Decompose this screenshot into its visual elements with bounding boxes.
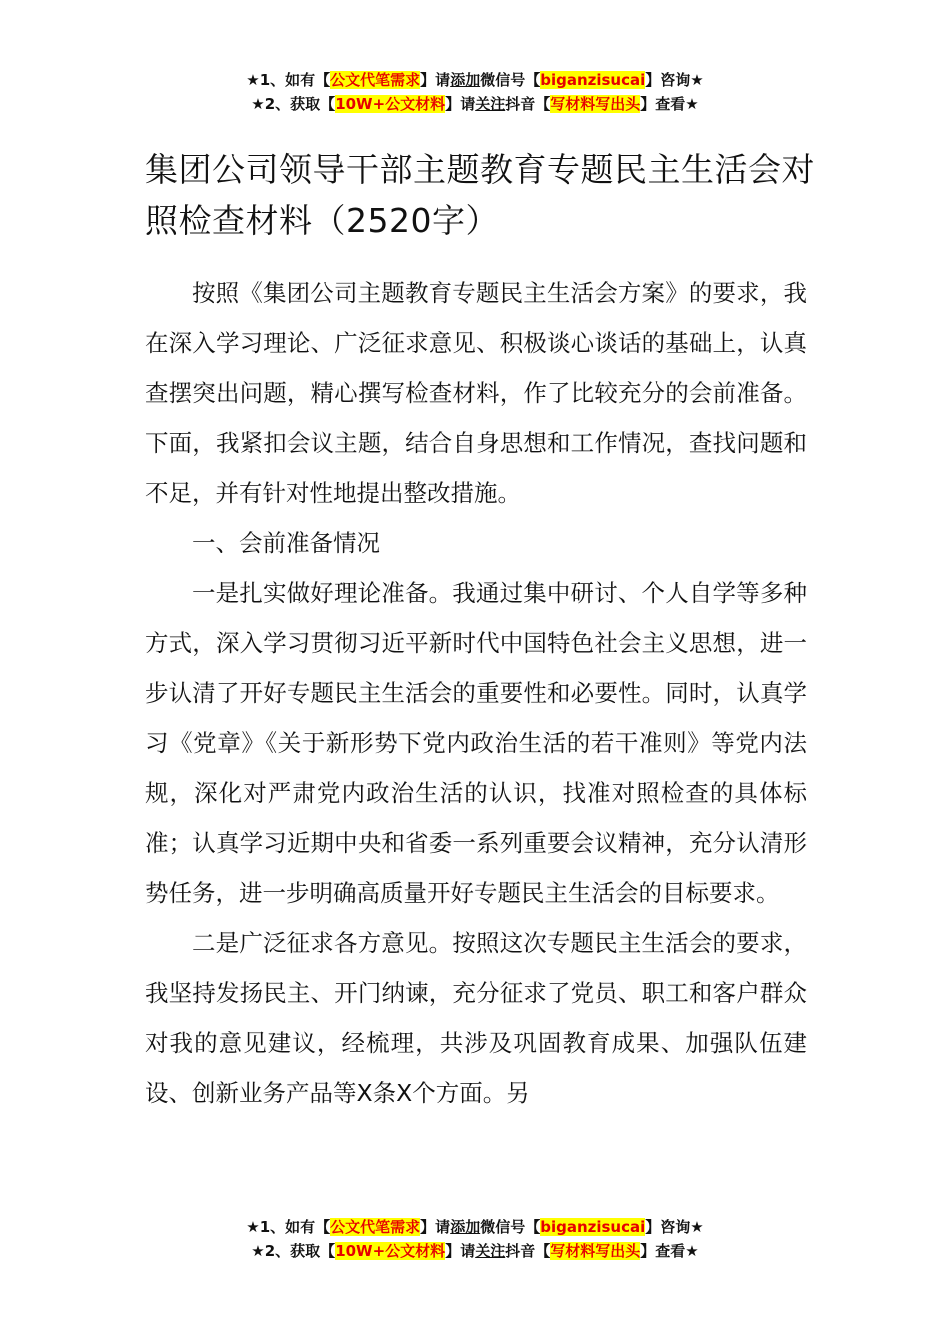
highlight-materials: 10W+公文材料 [335,1242,446,1260]
document-body [145,268,807,1118]
highlight-service: 公文代笔需求 [330,1218,421,1236]
paragraph-opinions: 二是广泛征求各方意见。按照这次专题民主生活会的要求，我坚持发扬民主、开门纳谏，充分征求了党员、职工和客户群众对我的意见建议，经梳理，共涉及巩固教育成果、加强队伍建设、创新业务产品等X条X个方面。另 [145,929,807,1107]
banner-line-1: ★1、如有【公文代笔需求】请添加微信号【biganzisucai】咨询★ [246,1218,704,1236]
banner-line-2: ★2、获取【10W+公文材料】请关注抖音【写材料写出头】查看★ [251,1242,699,1260]
section-heading: 一、会前准备情况 [192,529,380,557]
footer-banner [0,1215,950,1263]
paragraph-theory: 一是扎实做好理论准备。我通过集中研讨、个人自学等多种方式，深入学习贯彻习近平新时代中国特色社会主义思想，进一步认清了开好专题民主生活会的重要性和必要性。同时，认真学习《党章》《关于新形势下党内政治生活的若干准则》等党内法规，深化对严肃党内政治生活的认识，找准对照检查的具体标准；认真学习近期中央和省委一系列重要会议精神，充分认清形势任务，进一步明确高质量开好专题民主生活会的目标要求。 [145,579,807,907]
highlight-materials: 10W+公文材料 [335,95,446,113]
document-title: 集团公司领导干部主题教育专题民主生活会对照检查材料（2520字） [145,150,815,241]
highlight-service: 公文代笔需求 [330,71,421,89]
highlight-account: 写材料写出头 [550,95,641,113]
header-banner [0,68,950,116]
highlight-wechat-id: biganzisucai [540,71,646,89]
highlight-wechat-id: biganzisucai [540,1218,646,1236]
banner-line-2: ★2、获取【10W+公文材料】请关注抖音【写材料写出头】查看★ [251,95,699,113]
banner-line-1: ★1、如有【公文代笔需求】请添加微信号【biganzisucai】咨询★ [246,71,704,89]
paragraph-intro: 按照《集团公司主题教育专题民主生活会方案》的要求，我在深入学习理论、广泛征求意见、积极谈心谈话的基础上，认真查摆突出问题，精心撰写检查材料，作了比较充分的会前准备。下面，我紧扣会议主题，结合自身思想和工作情况，查找问题和不足，并有针对性地提出整改措施。 [145,279,807,507]
highlight-account: 写材料写出头 [550,1242,641,1260]
